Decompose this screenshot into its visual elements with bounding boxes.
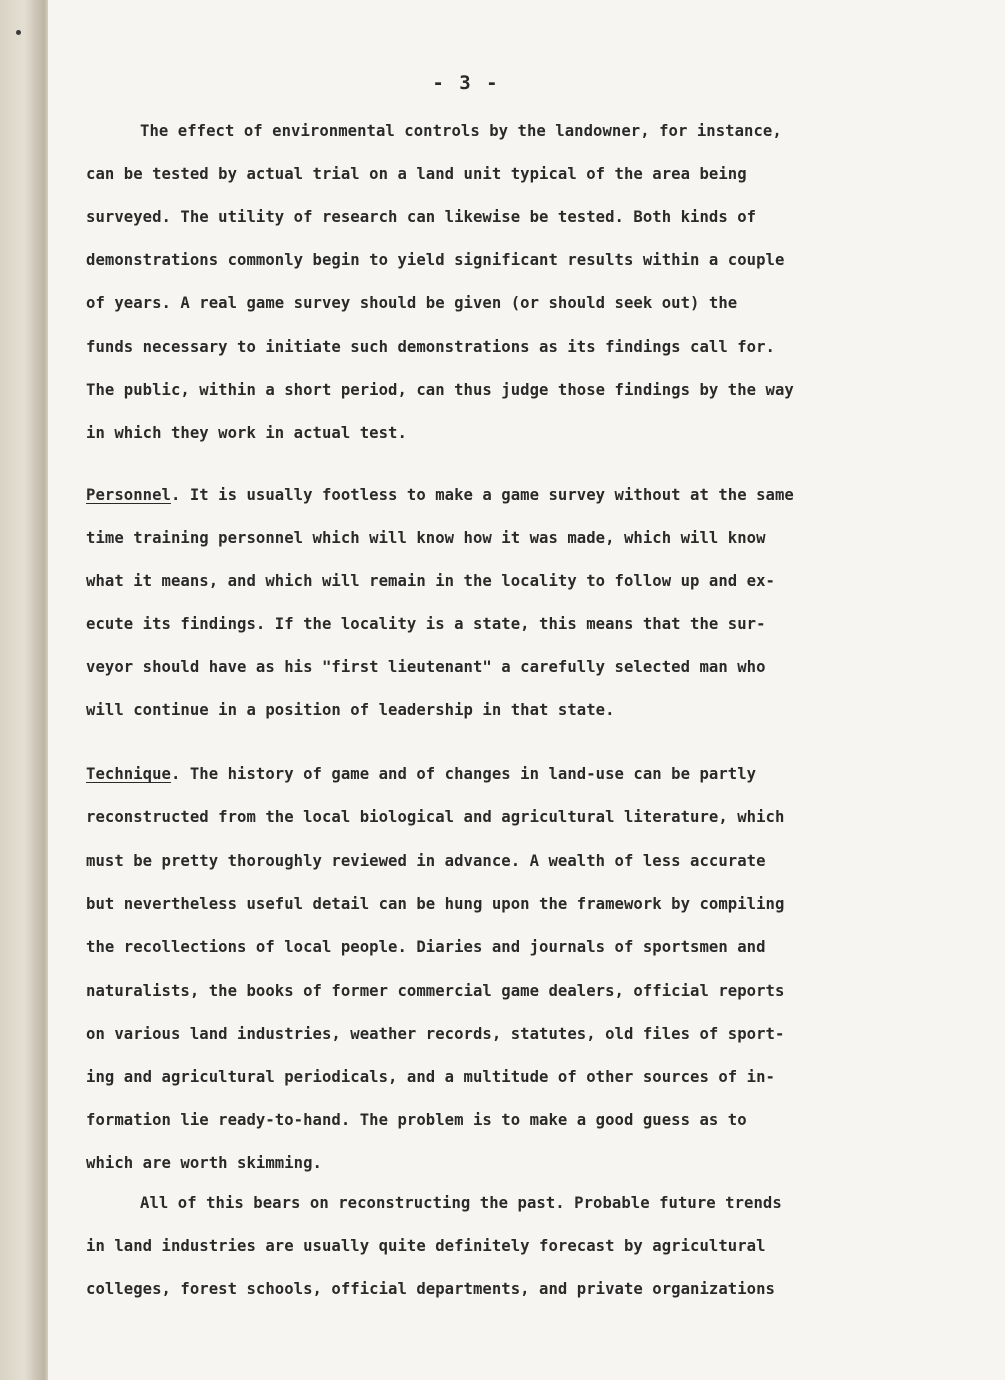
- paragraph-1-line-4: demonstrations commonly begin to yield significant results within a couple: [86, 251, 785, 269]
- paragraph-3-line-4: but nevertheless useful detail can be hung upon the framework by compiling: [86, 895, 785, 913]
- binding-edge: [0, 0, 48, 1380]
- paragraph-1-line-6: funds necessary to initiate such demonstrations as its findings call for.: [86, 338, 775, 356]
- paragraph-4-line-3: colleges, forest schools, official departments, and private organizations: [86, 1280, 775, 1298]
- paragraph-2-line-6: will continue in a position of leadership in that state.: [86, 701, 615, 719]
- paragraph-2-line-1-text: . It is usually footless to make a game survey without at the same: [170, 486, 794, 504]
- paragraph-4-line-2: in land industries are usually quite definitely forecast by agricultural: [86, 1237, 766, 1255]
- paragraph-3-line-7: on various land industries, weather records, statutes, old files of sport-: [86, 1025, 785, 1043]
- section-heading-personnel: Personnel: [86, 486, 171, 504]
- paragraph-4-line-1: All of this bears on reconstructing the past. Probable future trends: [140, 1194, 782, 1212]
- paragraph-3-line-2: reconstructed from the local biological and agricultural literature, which: [86, 808, 785, 826]
- typewritten-page: [48, 0, 1005, 1380]
- paragraph-2-line-4: ecute its findings. If the locality is a state, this means that the sur-: [86, 615, 766, 633]
- paragraph-1-line-7: The public, within a short period, can thus judge those findings by the way: [86, 381, 794, 399]
- paragraph-2-line-1: [86, 485, 794, 505]
- paragraph-1-line-5: of years. A real game survey should be given (or should seek out) the: [86, 294, 738, 312]
- paragraph-1-line-2: can be tested by actual trial on a land unit typical of the area being: [86, 165, 747, 183]
- paragraph-3-line-1-text: . The history of game and of changes in land-use can be partly: [170, 765, 757, 783]
- page-number: - 3 -: [432, 72, 500, 94]
- paragraph-1-line-1: The effect of environmental controls by the landowner, for instance,: [140, 122, 782, 140]
- paragraph-2-line-5: veyor should have as his "first lieutenant" a carefully selected man who: [86, 658, 766, 676]
- paragraph-3-line-1: [86, 764, 756, 784]
- paragraph-3-line-10: which are worth skimming.: [86, 1154, 322, 1172]
- paragraph-1-line-3: surveyed. The utility of research can likewise be tested. Both kinds of: [86, 208, 757, 226]
- paragraph-3-line-8: ing and agricultural periodicals, and a multitude of other sources of in-: [86, 1068, 775, 1086]
- paragraph-2-line-2: time training personnel which will know how it was made, which will know: [86, 529, 766, 547]
- section-heading-technique: Technique: [86, 765, 171, 783]
- paragraph-3-line-9: formation lie ready-to-hand. The problem is to make a good guess as to: [86, 1111, 747, 1129]
- paragraph-3-line-5: the recollections of local people. Diaries and journals of sportsmen and: [86, 938, 766, 956]
- paragraph-3-line-6: naturalists, the books of former commercial game dealers, official reports: [86, 982, 785, 1000]
- paragraph-2-line-3: what it means, and which will remain in the locality to follow up and ex-: [86, 572, 775, 590]
- paragraph-1-line-8: in which they work in actual test.: [86, 424, 407, 442]
- binding-hole: [16, 30, 21, 35]
- paragraph-3-line-3: must be pretty thoroughly reviewed in advance. A wealth of less accurate: [86, 852, 766, 870]
